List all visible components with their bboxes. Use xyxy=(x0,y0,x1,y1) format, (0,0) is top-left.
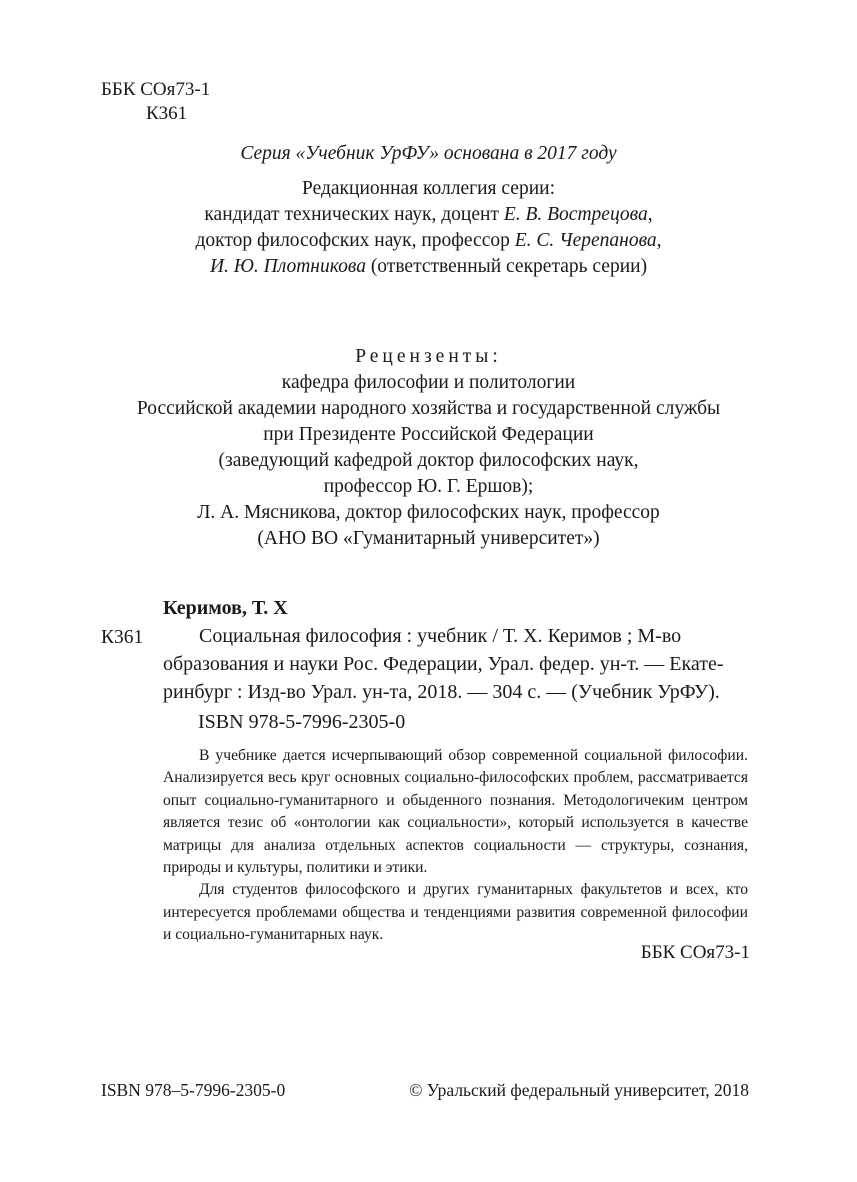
member-1-title: кандидат технических наук, доцент xyxy=(204,204,499,225)
member-3-role: (ответственный секретарь серии) xyxy=(370,256,648,277)
catalog-description xyxy=(163,622,748,706)
reviewers-line: при Президенте Российской Федерации xyxy=(263,424,594,445)
footer-isbn: ISBN 978–5-7996-2305-0 xyxy=(101,1080,286,1100)
member-2-title: доктор философских наук, профессор xyxy=(195,230,510,251)
reviewers-line: кафедра философии и политологии xyxy=(281,372,576,393)
catalog-isbn: ISBN 978-5-7996-2305-0 xyxy=(198,711,406,733)
abstract-paragraph-2: Для студентов философского и других гуманитарных факультетов и всех, кто интересуется проблемами общества и тенденциями развития современной философии и социально-гуманитарных наук. xyxy=(163,881,748,944)
reviewers-line: (АНО ВО «Гуманитарный университет») xyxy=(257,528,600,549)
catalog-description-line: образования и науки Рос. Федерации, Урал. федер. ун-т. — Екате- xyxy=(163,653,724,675)
bbk-code-top: ББК СОя73-1 xyxy=(101,79,211,100)
editorial-board-member-1 xyxy=(80,202,777,228)
editorial-board-member-3 xyxy=(80,254,777,280)
catalog-bbk: ББК СОя73-1 xyxy=(640,942,750,963)
member-2-name: Е. С. Черепанова xyxy=(514,230,657,251)
catalog-description-line: Социальная философия : учебник / Т. Х. Керимов ; М-во xyxy=(199,625,682,647)
editorial-board xyxy=(80,176,777,280)
author-code-top: К361 xyxy=(146,103,188,124)
series-line: Серия «Учебник УрФУ» основана в 2017 году xyxy=(240,143,617,164)
catalog-abstract xyxy=(163,745,748,947)
catalog-author-code: К361 xyxy=(101,627,144,648)
reviewers-line: Л. А. Мясникова, доктор философских наук, профессор xyxy=(197,502,660,523)
member-2-sep: , xyxy=(656,230,662,251)
catalog-author: Керимов, Т. Х xyxy=(163,597,288,619)
reviewers-heading: Рецензенты: xyxy=(355,346,502,367)
member-1-sep: , xyxy=(647,204,653,225)
bbk-classification-block xyxy=(101,78,210,126)
editorial-board-heading: Редакционная коллегия серии: xyxy=(302,178,555,199)
editorial-board-member-2 xyxy=(80,228,777,254)
member-1-name: Е. В. Вострецова xyxy=(503,204,648,225)
reviewers-line: Российской академии народного хозяйства и государственной службы xyxy=(136,398,721,419)
reviewers-block xyxy=(80,344,777,552)
footer-copyright: © Уральский федеральный университет, 2018 xyxy=(409,1080,749,1100)
catalog-description-line: ринбург : Изд-во Урал. ун-та, 2018. — 304 с. — (Учебник УрФУ). xyxy=(163,681,720,703)
reviewers-line: профессор Ю. Г. Ершов); xyxy=(323,476,534,497)
member-3-name: И. Ю. Плотникова xyxy=(209,256,366,277)
reviewers-line: (заведующий кафедрой доктор философских наук, xyxy=(218,450,639,471)
abstract-paragraph-1: В учебнике дается исчерпывающий обзор современной социальной философии. Анализируется весь круг основных социально-философских проблем, рассматривается опыт социально-гуманитарного и обыденного познания. Методологичеким центром является тезис об «онтологии как социальности», который используется в качестве матрицы для анализа отдельных аспектов социальности — структуры, сознания, природы и культуры, политики и этики. xyxy=(163,747,748,877)
